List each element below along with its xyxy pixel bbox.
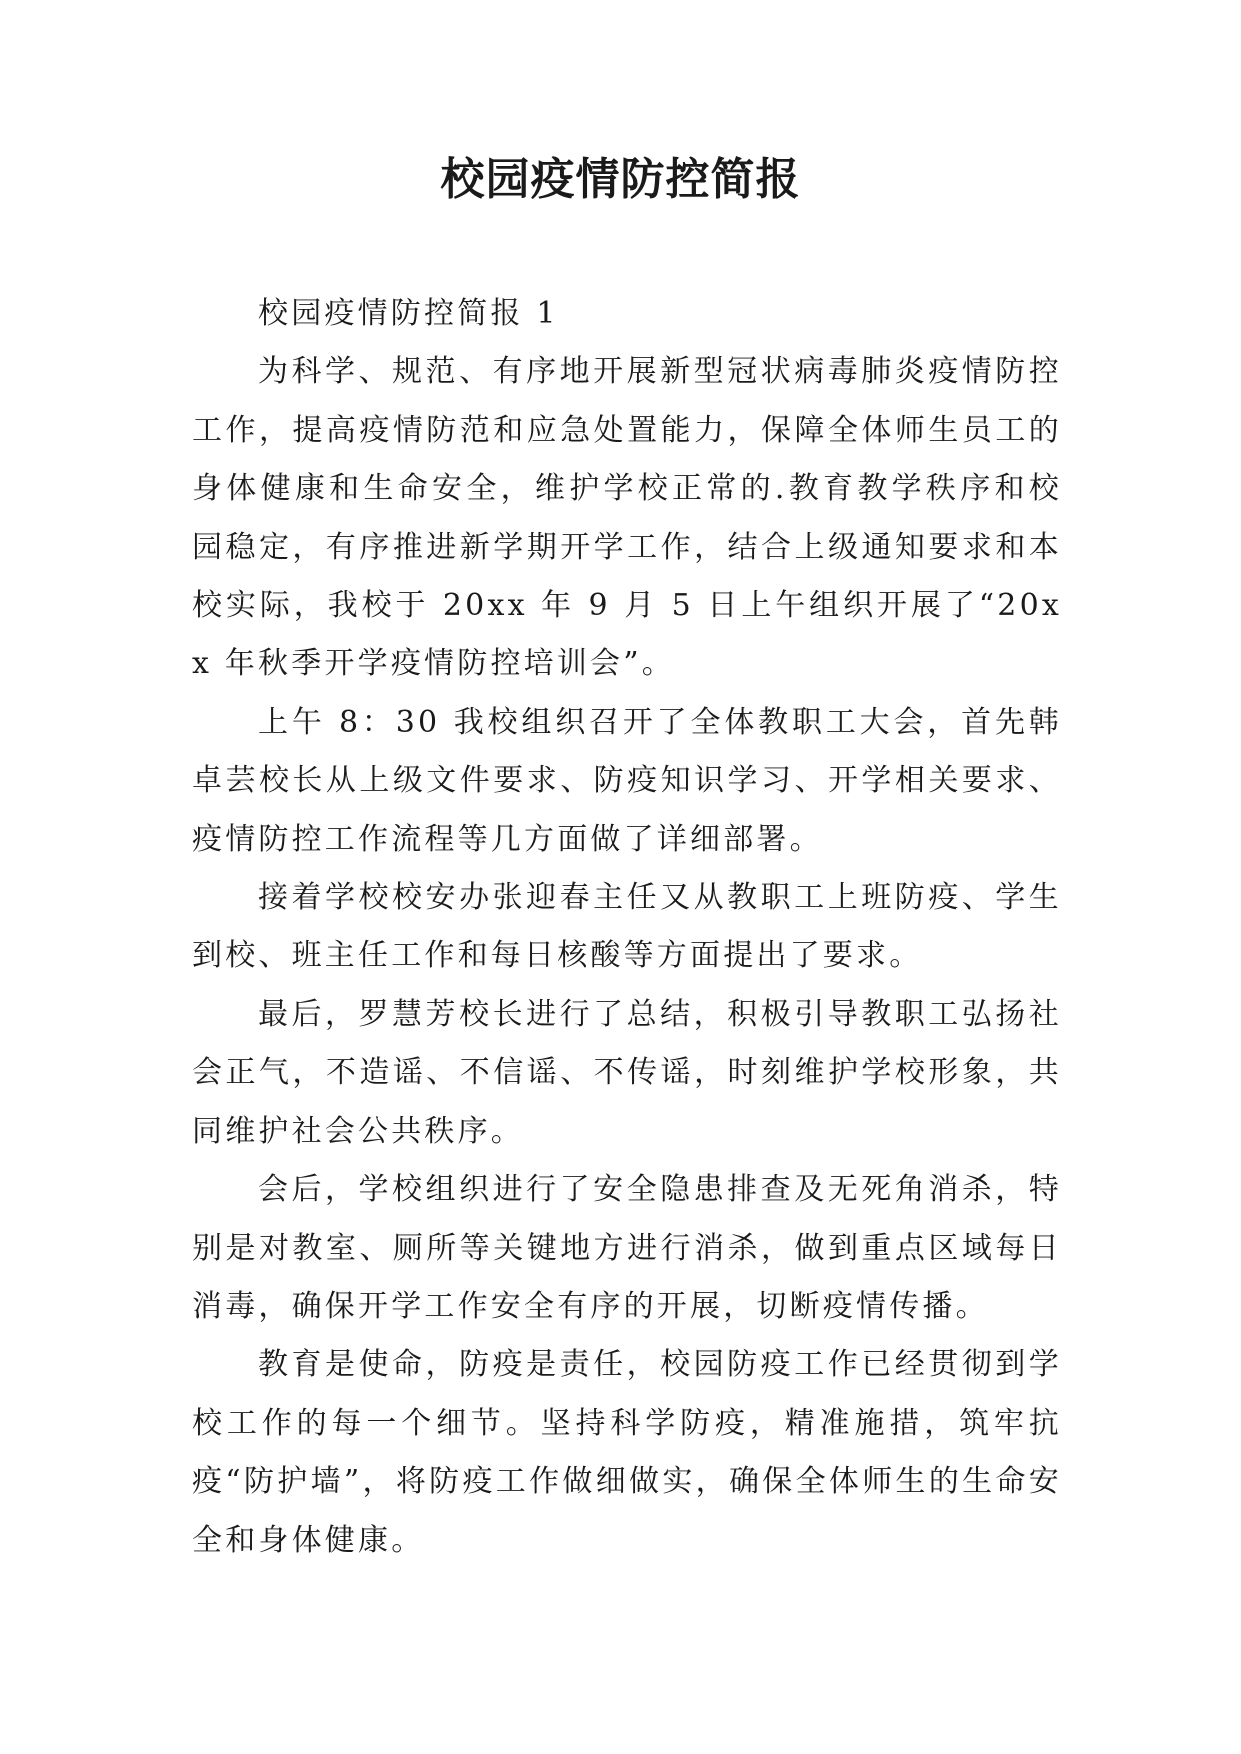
document-title: 校园疫情防控简报: [440, 154, 801, 205]
paragraph: 接着学校校安办张迎春主任又从教职工上班防疫、学生到校、班主任工作和每日核酸等方面提出了要求。: [192, 880, 1062, 974]
section-heading: 校园疫情防控简报 1: [258, 296, 559, 331]
paragraph: 为科学、规范、有序地开展新型冠状病毒肺炎疫情防控工作，提高疫情防范和应急处置能力，保障全体师生员工的身体健康和生命安全，维护学校正常的.教育教学秩序和校园稳定，有序推进新学期开学工作，结合上级通知要求和本校实际，我校于 20xx 年 9 月 5 日上午组织开展了“20xx 年秋季开学疫情防控培训会”。: [192, 354, 1062, 682]
paragraph: 最后，罗慧芳校长进行了总结，积极引导教职工弘扬社会正气，不造谣、不信谣、不传谣，时刻维护学校形象，共同维护社会公共秩序。: [192, 996, 1062, 1149]
document-body: [192, 285, 1062, 1570]
paragraph: 会后，学校组织进行了安全隐患排查及无死角消杀，特别是对教室、厕所等关键地方进行消杀，做到重点区域每日消毒，确保开学工作安全有序的开展，切断疫情传播。: [192, 1172, 1062, 1324]
paragraph: 上午 8：30 我校组织召开了全体教职工大会，首先韩卓芸校长从上级文件要求、防疫知识学习、开学相关要求、疫情防控工作流程等几方面做了详细部署。: [192, 704, 1062, 857]
paragraph: 教育是使命，防疫是责任，校园防疫工作已经贯彻到学校工作的每一个细节。坚持科学防疫，精准施措，筑牢抗疫“防护墙”，将防疫工作做细做实，确保全体师生的生命安全和身体健康。: [192, 1347, 1062, 1558]
